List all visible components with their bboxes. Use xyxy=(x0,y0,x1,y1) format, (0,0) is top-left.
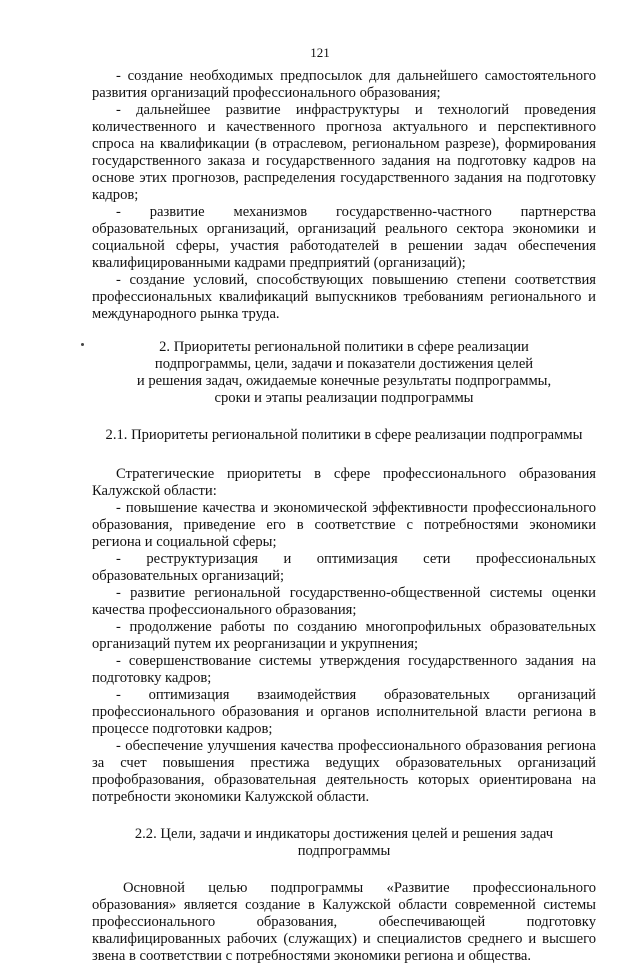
priority-item: - совершенствование системы утверждения государственного задания на подготовку кадров; xyxy=(92,653,596,686)
section-2-heading-line: подпрограммы, цели, задачи и показатели достижения целей xyxy=(154,356,534,372)
intro-item: - развитие механизмов государственно-частного партнерства образовательных организаций, организаций реального сектора экономики и социальной сферы, участия работодателей в решении задач обеспечения квалифицированными кадрами предприятий (организаций); xyxy=(92,204,596,271)
priorities-intro: Стратегические приоритеты в сфере профессионального образования Калужской области: xyxy=(92,466,596,499)
priority-item: - продолжение работы по созданию многопрофильных образовательных организаций путем их реорганизации и укрупнения; xyxy=(92,619,596,652)
section-2-heading-line: сроки и этапы реализации подпрограммы xyxy=(214,390,474,406)
intro-item: - дальнейшее развитие инфраструктуры и технологий проведения количественного и качественного прогноза актуального и перспективного спроса на квалификации (в отраслевом, региональном разрезе), формирования государственного заказа и государственного задания на подготовку кадров на основе этих прогнозов, распределения государственного задания на подготовку кадров; xyxy=(92,102,596,203)
document-body xyxy=(92,68,596,965)
section-2-heading-line: 2. Приоритеты региональной политики в сфере реализации xyxy=(159,339,529,355)
intro-item: - создание необходимых предпосылок для дальнейшего самостоятельного развития организаций профессионального образования; xyxy=(92,68,596,101)
section-2-heading xyxy=(92,339,596,407)
intro-item: - создание условий, способствующих повышению степени соответствия профессиональных квалификаций выпускников требованиям регионального и международного рынка труда. xyxy=(92,272,596,322)
section-2-2-heading: 2.2. Цели, задачи и индикаторы достижения целей и решения задач подпрограммы xyxy=(134,826,554,859)
priority-item: - оптимизация взаимодействия образовательных организаций профессионального образования и органов исполнительной власти региона в процессе подготовки кадров; xyxy=(92,687,596,737)
goal-paragraph: Основной целью подпрограммы «Развитие профессионального образования» является создание в Калужской области современной системы профессионального образования, обеспечивающей подготовку квалифицированных рабочих (служащих) и специалистов среднего и высшего звена в соответствии с потребностями экономики региона и общества. xyxy=(92,880,596,964)
priority-item: - развитие региональной государственно-общественной системы оценки качества профессионального образования; xyxy=(92,585,596,618)
page-number: 121 xyxy=(310,45,330,60)
priority-item: - обеспечение улучшения качества профессионального образования региона за счет повышения престижа ведущих образовательных организаций профобразования, образовательная деятельность которых ориентирована на потребности экономики Калужской области. xyxy=(92,738,596,805)
priority-item: - повышение качества и экономической эффективности профессионального образования, приведение его в соответствие с потребностями экономики региона и социальной сферы; xyxy=(92,500,596,550)
scan-dot-mark xyxy=(81,343,84,346)
section-2-1-heading: 2.1. Приоритеты региональной политики в сфере реализации подпрограммы xyxy=(105,427,583,443)
priority-item: - реструктуризация и оптимизация сети профессиональных образовательных организаций; xyxy=(92,551,596,584)
section-2-heading-line: и решения задач, ожидаемые конечные результаты подпрограммы, xyxy=(136,373,552,389)
